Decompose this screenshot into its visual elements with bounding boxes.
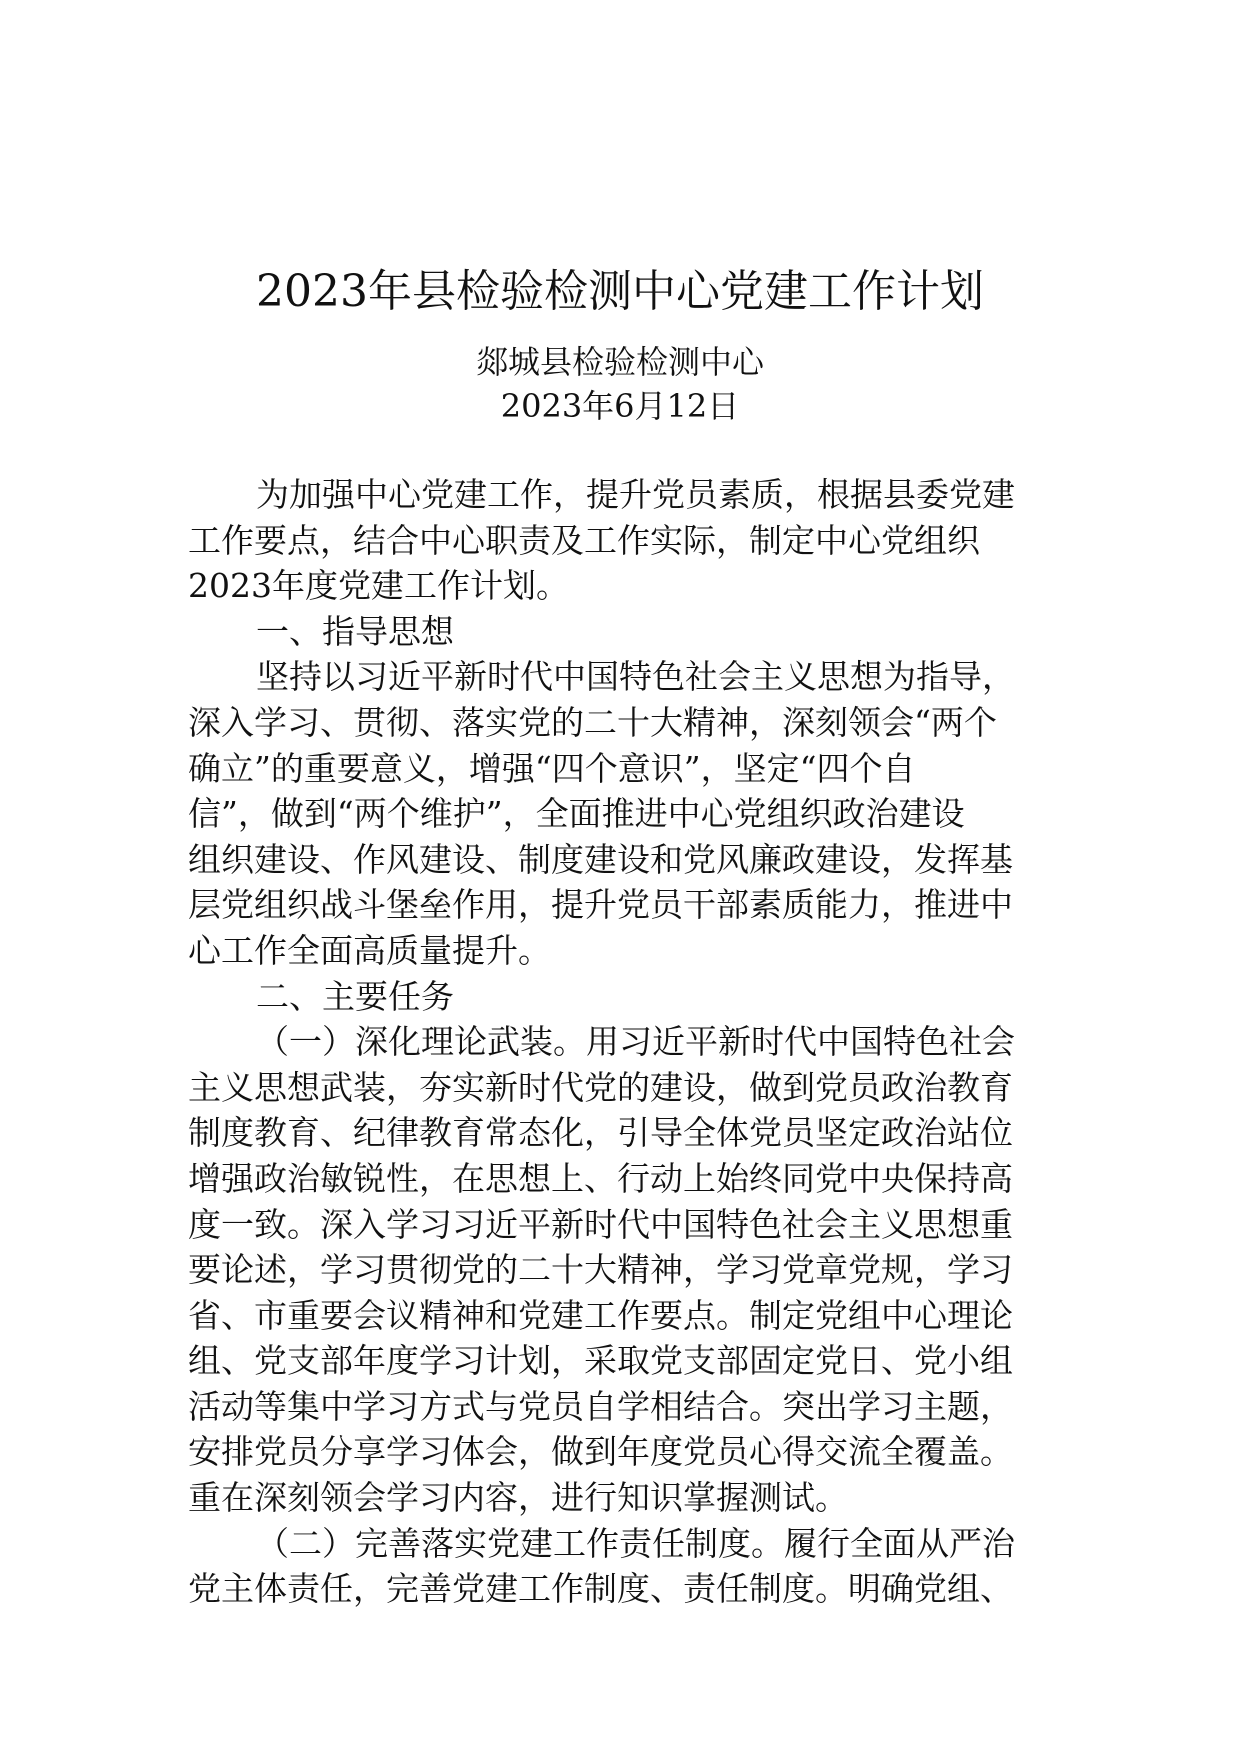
body-line: 信”，做到“两个维护”，全面推进中心党组织政治建设 <box>188 794 965 834</box>
document-title: 2023年县检验检测中心党建工作计划 <box>256 266 984 317</box>
body-line: 重在深刻领会学习内容，进行知识掌握测试。 <box>188 1478 848 1518</box>
body-line: 省、市重要会议精神和党建工作要点。制定党组中心理论 <box>188 1295 1013 1335</box>
body-line: 层党组织战斗堡垒作用，提升党员干部素质能力，推进中 <box>188 885 1013 925</box>
body-line: （二）完善落实党建工作责任制度。履行全面从严治 <box>256 1523 1015 1563</box>
body-line: 安排党员分享学习体会，做到年度党员心得交流全覆盖。 <box>188 1432 1013 1472</box>
issue-date: 2023年6月12日 <box>500 387 740 425</box>
document-body <box>188 472 1058 1612</box>
body-line: 党主体责任，完善党建工作制度、责任制度。明确党组、 <box>188 1569 1013 1609</box>
intro-line: 为加强中心党建工作，提升党员素质，根据县委党建 <box>256 475 1015 514</box>
body-line: 深入学习、贯彻、落实党的二十大精神，深刻领会“两个 <box>188 702 997 742</box>
body-line: 要论述，学习贯彻党的二十大精神，学习党章党规，学习 <box>188 1250 1013 1290</box>
body-line: 增强政治敏锐性，在思想上、行动上始终同党中央保持高 <box>188 1158 1013 1198</box>
intro-line: 2023年度党建工作计划。 <box>188 566 569 606</box>
body-line: 组、党支部年度学习计划，采取党支部固定党日、党小组 <box>188 1341 1013 1381</box>
section-heading-guiding-ideology: 一、指导思想 <box>256 611 454 651</box>
body-line: 度一致。深入学习习近平新时代中国特色社会主义思想重 <box>188 1204 1013 1244</box>
body-line: 组织建设、作风建设、制度建设和党风廉政建设，发挥基 <box>188 839 1013 879</box>
body-line: 确立”的重要意义，增强“四个意识”，坚定“四个自 <box>188 748 916 788</box>
body-line: 心工作全面高质量提升。 <box>188 930 551 970</box>
body-line: 坚持以习近平新时代中国特色社会主义思想为指导， <box>256 657 1015 697</box>
body-line: 主义思想武装，夯实新时代党的建设，做到党员政治教育 <box>188 1067 1013 1107</box>
body-line: 制度教育、纪律教育常态化，引导全体党员坚定政治站位 <box>188 1113 1013 1153</box>
issuing-organization: 郯城县检验检测中心 <box>475 343 764 381</box>
body-line: （一）深化理论武装。用习近平新时代中国特色社会 <box>256 1022 1015 1062</box>
section-heading-main-tasks: 二、主要任务 <box>256 976 454 1016</box>
body-line: 活动等集中学习方式与党员自学相结合。突出学习主题， <box>188 1386 1013 1426</box>
intro-line: 工作要点，结合中心职责及工作实际，制定中心党组织 <box>188 520 980 560</box>
